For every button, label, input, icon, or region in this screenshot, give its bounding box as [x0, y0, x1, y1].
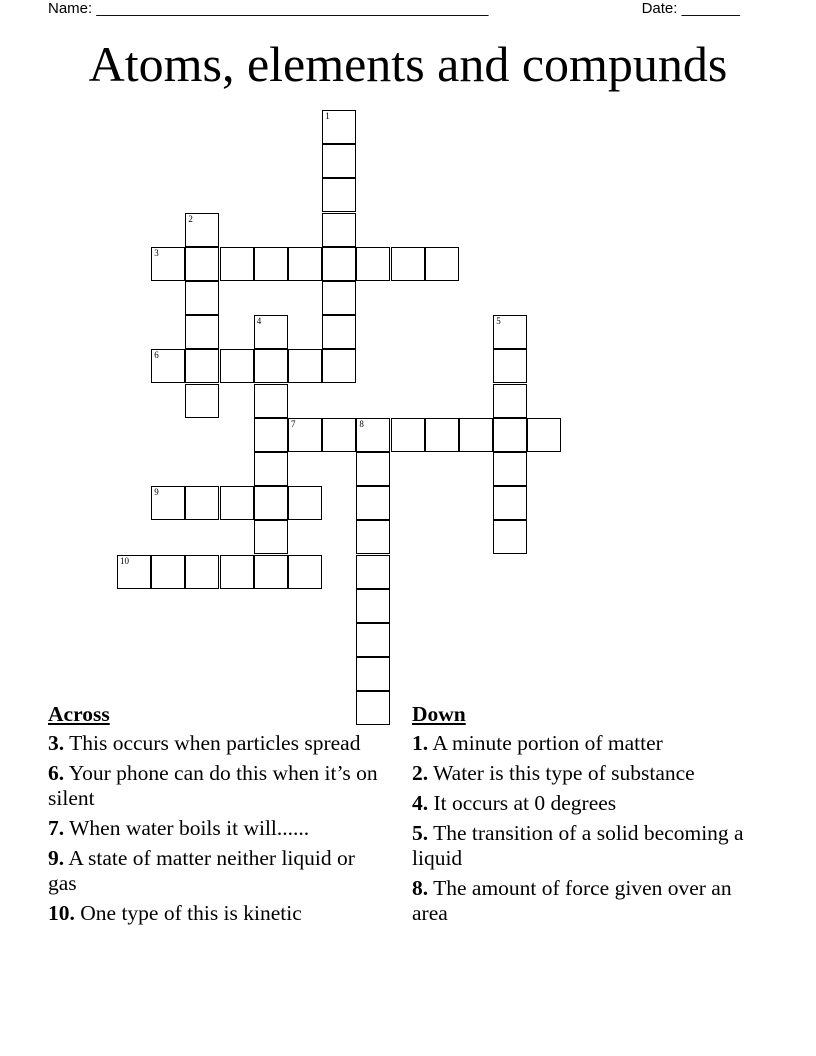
grid-cell[interactable] — [254, 418, 288, 452]
clue-number: 9. — [48, 846, 65, 870]
grid-cell[interactable] — [391, 247, 425, 281]
grid-cell[interactable] — [220, 486, 254, 520]
clue-number-label: 3 — [154, 247, 159, 258]
clue-text: When water boils it will...... — [64, 816, 310, 840]
grid-cell[interactable] — [185, 281, 219, 315]
grid-cell[interactable] — [493, 384, 527, 418]
clue-text: Your phone can do this when it’s on silent — [48, 761, 378, 810]
grid-cell[interactable] — [254, 452, 288, 486]
grid-cell[interactable] — [493, 486, 527, 520]
grid-cell[interactable] — [322, 178, 356, 212]
grid-cell[interactable] — [356, 452, 390, 486]
grid-cell[interactable] — [117, 555, 151, 589]
grid-cell[interactable] — [151, 486, 185, 520]
clue-number: 5. — [412, 821, 429, 845]
grid-cell[interactable] — [254, 486, 288, 520]
clue-number-label: 7 — [291, 418, 296, 429]
grid-cell[interactable] — [322, 144, 356, 178]
date-field[interactable]: Date: _______ — [641, 0, 740, 17]
grid-cell[interactable] — [254, 315, 288, 349]
down-heading: Down — [412, 702, 466, 726]
grid-cell[interactable] — [288, 418, 322, 452]
clue-text: It occurs at 0 degrees — [428, 791, 617, 815]
clue-number: 6. — [48, 761, 65, 785]
grid-cell[interactable] — [151, 349, 185, 383]
grid-cell[interactable] — [322, 247, 356, 281]
grid-cell[interactable] — [322, 418, 356, 452]
grid-cell[interactable] — [288, 247, 322, 281]
grid-cell[interactable] — [254, 247, 288, 281]
clue-across-10 — [48, 901, 378, 926]
grid-cell[interactable] — [185, 349, 219, 383]
grid-cell[interactable] — [185, 555, 219, 589]
clue-number-label: 6 — [154, 350, 159, 361]
clue-number: 10. — [48, 901, 75, 925]
clue-number-label: 5 — [496, 316, 501, 327]
across-clues — [48, 702, 378, 931]
clue-down-4 — [412, 791, 752, 816]
clue-number-label: 9 — [154, 487, 159, 498]
grid-cell[interactable] — [493, 315, 527, 349]
page-title: Atoms, elements and compunds — [88, 36, 728, 92]
grid-cell[interactable] — [356, 418, 390, 452]
grid-cell[interactable] — [356, 555, 390, 589]
grid-cell[interactable] — [288, 555, 322, 589]
grid-cell[interactable] — [254, 384, 288, 418]
clue-across-7 — [48, 816, 378, 841]
grid-cell[interactable] — [220, 247, 254, 281]
grid-cell[interactable] — [220, 555, 254, 589]
clue-number: 1. — [412, 731, 429, 755]
grid-cell[interactable] — [356, 623, 390, 657]
grid-cell[interactable] — [356, 486, 390, 520]
clue-number: 8. — [412, 876, 429, 900]
grid-cell[interactable] — [527, 418, 561, 452]
clue-text: A state of matter neither liquid or gas — [48, 846, 355, 895]
clue-text: The amount of force given over an area — [412, 876, 732, 925]
grid-cell[interactable] — [493, 418, 527, 452]
grid-cell[interactable] — [322, 213, 356, 247]
clue-number-label: 10 — [120, 555, 129, 566]
clue-down-5 — [412, 821, 752, 871]
grid-cell[interactable] — [322, 281, 356, 315]
grid-cell[interactable] — [288, 486, 322, 520]
grid-cell[interactable] — [288, 349, 322, 383]
grid-cell[interactable] — [493, 520, 527, 554]
clue-down-2 — [412, 761, 752, 786]
clue-number: 2. — [412, 761, 429, 785]
clue-text: This occurs when particles spread — [64, 731, 361, 755]
grid-cell[interactable] — [322, 110, 356, 144]
clue-text: A minute portion of matter — [428, 731, 663, 755]
clue-number-label: 1 — [325, 111, 330, 121]
clue-text: One type of this is kinetic — [74, 901, 302, 925]
grid-cell[interactable] — [185, 486, 219, 520]
grid-cell[interactable] — [254, 555, 288, 589]
grid-cell[interactable] — [425, 418, 459, 452]
grid-cell[interactable] — [151, 247, 185, 281]
clue-number: 7. — [48, 816, 65, 840]
clue-number-label: 2 — [188, 213, 193, 224]
clue-down-1 — [412, 731, 752, 756]
down-clues — [412, 702, 752, 931]
grid-cell[interactable] — [356, 520, 390, 554]
grid-cell[interactable] — [185, 213, 219, 247]
clue-across-3 — [48, 731, 378, 756]
clue-number-label: 4 — [256, 316, 262, 327]
grid-cell[interactable] — [356, 657, 390, 691]
grid-cell[interactable] — [185, 247, 219, 281]
grid-cell[interactable] — [254, 520, 288, 554]
grid-cell[interactable] — [493, 349, 527, 383]
clue-number: 3. — [48, 731, 65, 755]
grid-cell[interactable] — [322, 315, 356, 349]
grid-cell[interactable] — [185, 384, 219, 418]
grid-cell[interactable] — [391, 418, 425, 452]
clue-down-8 — [412, 876, 752, 926]
grid-cell[interactable] — [356, 589, 390, 623]
grid-cell[interactable] — [356, 247, 390, 281]
grid-cell[interactable] — [151, 555, 185, 589]
grid-cell[interactable] — [493, 452, 527, 486]
grid-cell[interactable] — [185, 315, 219, 349]
clue-number: 4. — [412, 791, 429, 815]
clue-text: The transition of a solid becoming a liquid — [412, 821, 744, 870]
clue-across-6 — [48, 761, 378, 811]
grid-cell[interactable] — [459, 418, 493, 452]
across-heading: Across — [48, 702, 110, 726]
grid-cell[interactable] — [254, 349, 288, 383]
clue-number-label: 8 — [359, 418, 364, 429]
name-field[interactable]: Name: _______________________________________________ — [48, 0, 489, 17]
clue-text: Water is this type of substance — [428, 761, 695, 785]
grid-cell[interactable] — [425, 247, 459, 281]
clue-across-9 — [48, 846, 378, 896]
grid-cell[interactable] — [322, 349, 356, 383]
grid-cell[interactable] — [220, 349, 254, 383]
